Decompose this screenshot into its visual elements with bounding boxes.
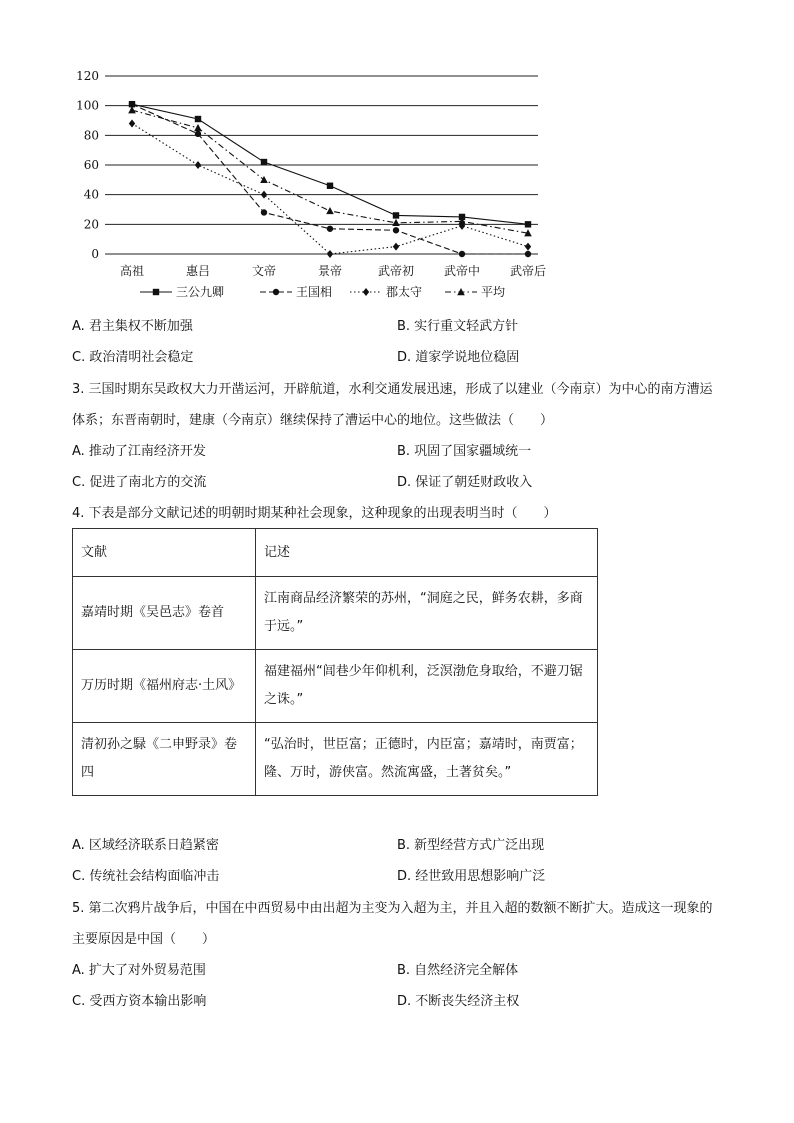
x-tick-label: 景帝 [317,264,343,278]
q4-option-c[interactable]: C. 传统社会结构面临冲击 [72,869,220,884]
x-tick-label: 文帝 [251,264,277,278]
series-4-point [392,219,400,226]
q2-option-a[interactable]: A. 君主集权不断加强 [72,319,193,334]
legend-label: 三公九卿 [176,285,225,299]
x-tick-label: 高祖 [119,264,145,278]
table-row [73,577,598,650]
series-1-point [195,116,201,122]
series-4-point [194,124,202,131]
q4-stem: 4. 下表是部分文献记述的明朝时期某种社会现象，这种现象的出现表明当时（ ） [72,506,557,521]
legend-label: 王国相 [296,285,333,299]
series-line-4 [132,110,528,233]
table-cell: 嘉靖时期《吴邑志》卷首 [73,577,256,650]
table-header-cell: 记述 [256,529,598,577]
table-cell: 万历时期《福州府志·土风》 [73,650,256,723]
series-2-point [393,227,399,233]
y-tick-label: 100 [76,98,99,113]
legend-marker [273,289,279,295]
series-line-1 [132,104,528,224]
q4-option-d[interactable]: D. 经世致用思想影响广泛 [397,869,546,884]
x-tick-label: 惠吕 [185,264,211,278]
series-3-point [525,243,531,251]
q4-option-a[interactable]: A. 区域经济联系日趋紧密 [72,838,219,853]
series-1-point [327,183,333,189]
table-cell: 福建福州“闾巷少年仰机利，泛溟渤危身取给，不避刀锯之诛。” [256,650,598,723]
series-2-point [261,209,267,215]
table-header-cell: 文献 [73,529,256,577]
q2-option-c[interactable]: C. 政治清明社会稳定 [72,350,194,365]
q5-option-b[interactable]: B. 自然经济完全解体 [397,963,519,978]
x-tick-label: 武帝初 [377,264,415,278]
q3-option-c[interactable]: C. 促进了南北方的交流 [72,475,207,490]
legend-label: 郡太守 [386,285,423,299]
line-chart [60,60,560,310]
series-1-point [393,212,399,218]
legend-marker [363,288,369,296]
q3-stem: 3. 三国时期东吴政权大力开凿运河，开辟航道，水利交通发展迅速，形成了以建业（今南京）为中心的南方漕运体系；东晋南朝时，建康（今南京）继续保持了漕运中心的地位。这些做法（ ） [72,382,713,428]
table-cell: “弘治时，世臣富；正德时，内臣富；嘉靖时，南贾富；隆、万时，游侠富。然流寓盛，土著贫矣。” [256,723,598,796]
q3-option-b[interactable]: B. 巩固了国家疆域统一 [397,444,532,459]
q5-stem: 5. 第二次鸦片战争后，中国在中西贸易中由出超为主变为入超为主，并且入超的数额不断扩大。造成这一现象的主要原因是中国（ ） [72,901,713,947]
legend-marker [153,289,159,295]
y-tick-label: 40 [83,187,99,202]
q3-option-a[interactable]: A. 推动了江南经济开发 [72,444,206,459]
series-3-point [327,250,333,258]
q2-option-d[interactable]: D. 道家学说地位稳固 [397,350,520,365]
series-2-point [195,131,201,137]
table-row [73,650,598,723]
chart-svg [60,60,560,310]
table-cell: 江南商品经济繁荣的苏州，“洞庭之民，鲜务农耕，多商于远。” [256,577,598,650]
q4-option-b[interactable]: B. 新型经营方式广泛出现 [397,838,545,853]
q4-table [72,528,598,796]
series-3-point [129,119,135,127]
table-cell: 清初孙之騄《二申野录》卷四 [73,723,256,796]
y-tick-label: 120 [76,69,99,83]
q2-option-b[interactable]: B. 实行重文轻武方针 [397,319,519,334]
series-3-point [261,191,267,199]
legend-label: 平均 [481,285,506,299]
y-tick-label: 60 [83,158,99,172]
series-1-point [525,221,531,227]
x-tick-label: 武帝中 [443,264,481,278]
series-2-point [327,226,333,232]
series-1-point [261,159,267,165]
y-tick-label: 0 [91,247,99,261]
table-row [73,723,598,796]
q5-option-d[interactable]: D. 不断丧失经济主权 [397,994,520,1009]
y-tick-label: 80 [83,128,99,143]
table-header-row [73,529,598,577]
q3-option-d[interactable]: D. 保证了朝廷财政收入 [397,475,533,490]
series-4-point [260,176,268,183]
q5-option-c[interactable]: C. 受西方资本输出影响 [72,994,207,1009]
y-tick-label: 20 [83,217,99,232]
q5-option-a[interactable]: A. 扩大了对外贸易范围 [72,963,206,978]
series-2-point [525,251,531,257]
series-3-point [393,243,399,251]
series-4-point [326,207,334,214]
x-tick-label: 武帝后 [509,264,547,278]
series-2-point [459,251,465,257]
series-3-point [195,161,201,169]
